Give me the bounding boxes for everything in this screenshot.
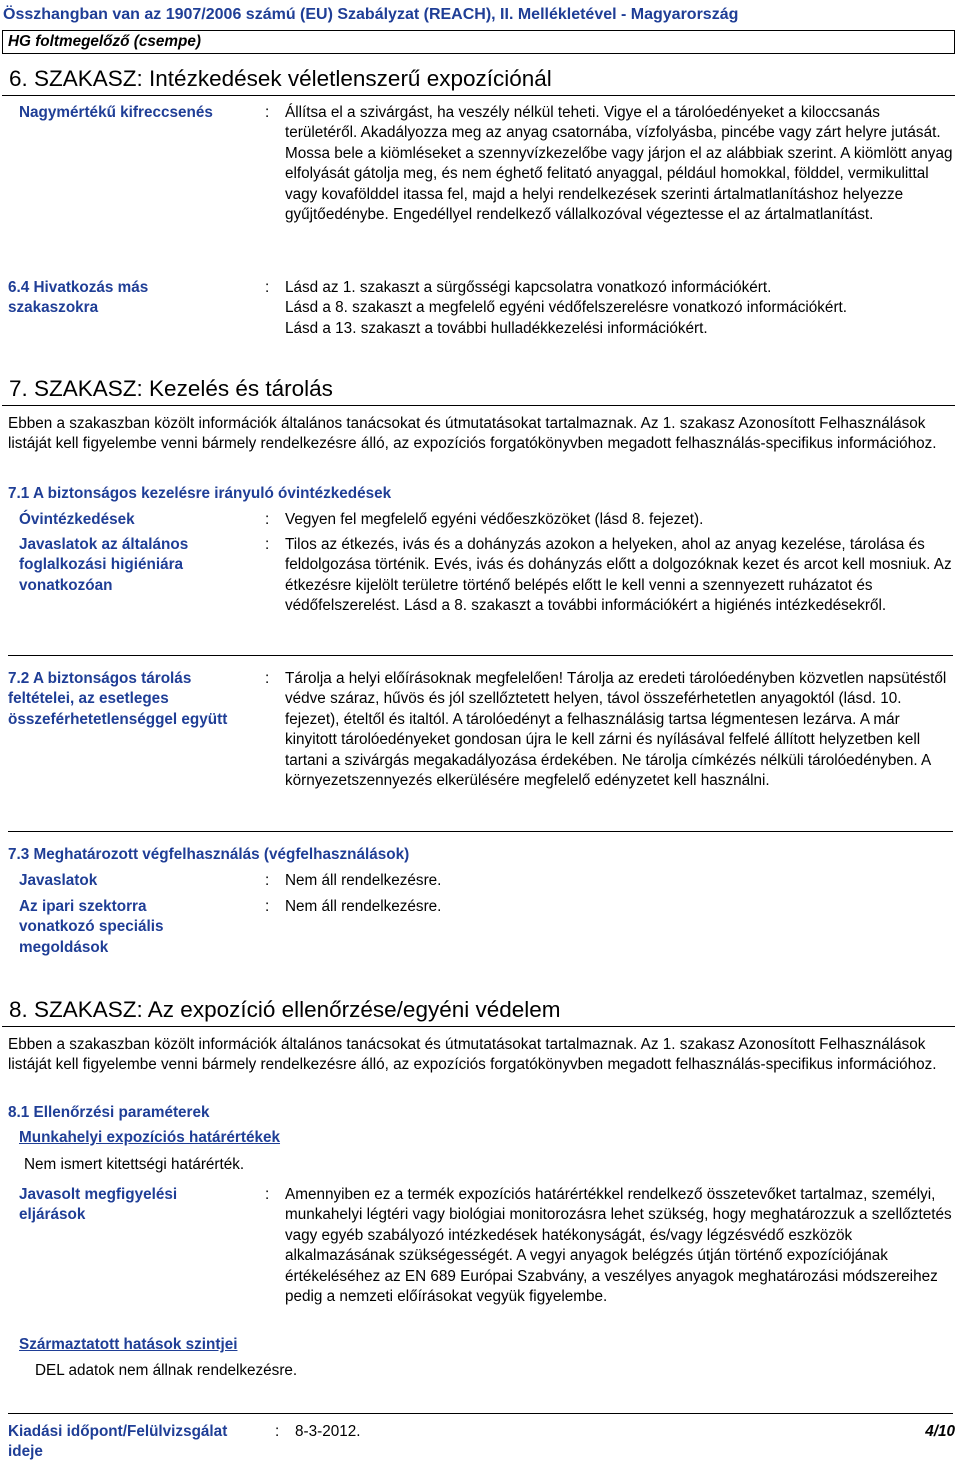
regulation-title: Összhangban van az 1907/2006 számú (EU) Szabályzat (REACH), II. Mellékletével - Magyarország [3, 6, 739, 23]
precautions-value: Vegyen fel megfelelő egyéni védőeszközöket (lásd 8. fejezet). [285, 511, 704, 528]
colon: : [265, 1186, 270, 1203]
colon: : [265, 279, 270, 296]
product-bar [2, 30, 955, 54]
divider [8, 655, 953, 656]
industrial-label: Az ipari szektorra vonatkozó speciális megoldások [19, 898, 164, 956]
issue-date-value: 8-3-2012. [295, 1423, 361, 1440]
section-7-intro: Ebben a szakaszban közölt információk általános tanácsokat és útmutatásokat tartalmaznak. Az 1. szakasz Azonosított Felhasználások listáját kell figyelembe venni bármely rendelkezésre álló, az expozíciós forgatókönyvben megadott felhasználás-specifikus információhoz. [8, 415, 937, 453]
section-8-intro: Ebben a szakaszban közölt információk általános tanácsokat és útmutatásokat tartalmaznak. Az 1. szakasz Azonosított Felhasználások listáját kell figyelembe venni bármely rendelkezésre álló, az expozíciós forgatókönyvben megadott felhasználás-specifikus információhoz. [8, 1036, 937, 1074]
colon: : [265, 104, 270, 121]
monitoring-label: Javasolt megfigyelési eljárások [19, 1186, 178, 1224]
hygiene-label: Javaslatok az általános foglalkozási higiéniára vonatkozóan [19, 536, 189, 594]
del-value: DEL adatok nem állnak rendelkezésre. [35, 1362, 298, 1379]
recommendations-value: Nem áll rendelkezésre. [285, 872, 442, 889]
section-8-1-heading: 8.1 Ellenőrzési paraméterek [8, 1104, 210, 1121]
reference-line: Lásd a 8. szakaszt a megfelelő egyéni védőfelszerelésre vonatkozó információkért. [285, 299, 848, 317]
references-label: 6.4 Hivatkozás más szakaszokra [8, 279, 149, 317]
product-name: HG foltmegelőző (csempe) [8, 33, 201, 50]
large-spill-label: Nagymértékű kifreccsenés [19, 104, 213, 121]
section-7-title: 7. SZAKASZ: Kezelés és tárolás [2, 372, 955, 406]
colon: : [275, 1423, 280, 1440]
references-list [285, 278, 955, 339]
divider [8, 831, 953, 832]
oel-heading: Munkahelyi expozíciós határértékek [19, 1129, 281, 1146]
colon: : [265, 670, 270, 687]
issue-date-label: Kiadási időpont/Felülvizsgálat ideje [8, 1423, 228, 1461]
colon: : [265, 511, 270, 528]
section-7-3-heading: 7.3 Meghatározott végfelhasználás (végfelhasználások) [8, 846, 410, 863]
precautions-label: Óvintézkedések [19, 511, 135, 528]
storage-value: Tárolja a helyi előírásoknak megfelelően! Tárolja az eredeti tárolóedényben közvetlen napsütéstől védve száraz, hűvös és jól szellőztetett helyen, távol összeférhetetlen anyagoktól (lásd. 10. fejezet), ételtől és italtól. A tárolóedényt a felhasználásig tartsa légmentesen lezárva. A már kinyitott tárolóedényeket gondosan újra le kell zárni és nyílásával felfelé állított helyzetben kell tartani a szivárgás megakadályozása érdekében. Ne tárolja címkézés nélküli tárolóedényben. A környezetszennyezés elkerülésére megfelelő edényzetet kell használni. [285, 670, 947, 790]
oel-value: Nem ismert kitettségi határérték. [24, 1156, 245, 1173]
section-7-1-heading: 7.1 A biztonságos kezelésre irányuló óvintézkedések [8, 485, 392, 502]
section-6-title: 6. SZAKASZ: Intézkedések véletlenszerű expozíciónál [2, 62, 955, 96]
colon: : [265, 898, 270, 915]
large-spill-value: Állítsa el a szivárgást, ha veszély nélkül teheti. Vigye el a tárolóedényeket a kiloccsanás területéről. Akadályozza meg az anyag csatornába, vízfolyásba, pincébe vagy zárt helyre jutását. Mossa bele a kiömléseket a szennyvízkezelőbe vagy járjon el az alábbiak szerint. A kiömlött anyag elfolyását gátolja meg, és nem éghető felitató anyaggal, például homokkal, földdel, vermikulittal vagy kovafölddel itassa fel, majd a helyi rendelkezések szerinti ártalmatlanításhoz helyezze gyűjtőedénybe. Engedéllyel rendelkező vállalkozóval végeztesse el az ártalmatlanítást. [285, 104, 953, 224]
document-footer [0, 1413, 960, 1471]
hygiene-value: Tilos az étkezés, ivás és a dohányzás azokon a helyeken, ahol az anyag kezelése, tárolása és feldolgozása történik. Evés, ivás és dohányzás előtt a dolgozóknak kezet és arcot kell mosniuk. Az étkezésre kijelölt területre történő belépés előtt le kell venni a szennyezett ruházatot és védőfelszerelést. Lásd a 8. szakaszt a további információkért a higiénés intézkedésekről. [285, 536, 952, 615]
recommendations-label: Javaslatok [19, 872, 98, 889]
section-8-title: 8. SZAKASZ: Az expozíció ellenőrzése/egyéni védelem [2, 993, 955, 1027]
storage-label: 7.2 A biztonságos tárolás feltételei, az esetleges összeférhetetlenséggel együtt [8, 670, 228, 728]
del-heading: Származtatott hatások szintjei [19, 1336, 238, 1353]
reference-line: Lásd a 13. szakaszt a további hulladékkezelési információkért. [285, 319, 708, 337]
colon: : [265, 536, 270, 553]
page-number: 4/10 [925, 1423, 955, 1440]
industrial-value: Nem áll rendelkezésre. [285, 898, 442, 915]
footer-divider [8, 1413, 953, 1414]
monitoring-value: Amennyiben ez a termék expozíciós határértékkel rendelkező összetevőket tartalmaz, személyi, munkahelyi légtéri vagy biológiai monitorozásra lehet szükség, hogy meghatározzuk a szellőztetés vagy egyéb szabályozó intézkedések hatékonyságát, és/vagy légzésvédő eszközök alkalmazásának szükségességét. A vegyi anyagok belégzés útján történő expozíciójának értékeléséhez az EN 689 Európai Szabvány, a veszélyes anyagok meghatározási módszereihez pedig a nemzeti előírásokat vegyük figyelembe. [285, 1186, 952, 1306]
colon: : [265, 872, 270, 889]
reference-line: Lásd az 1. szakaszt a sürgősségi kapcsolatra vonatkozó információkért. [285, 279, 772, 296]
